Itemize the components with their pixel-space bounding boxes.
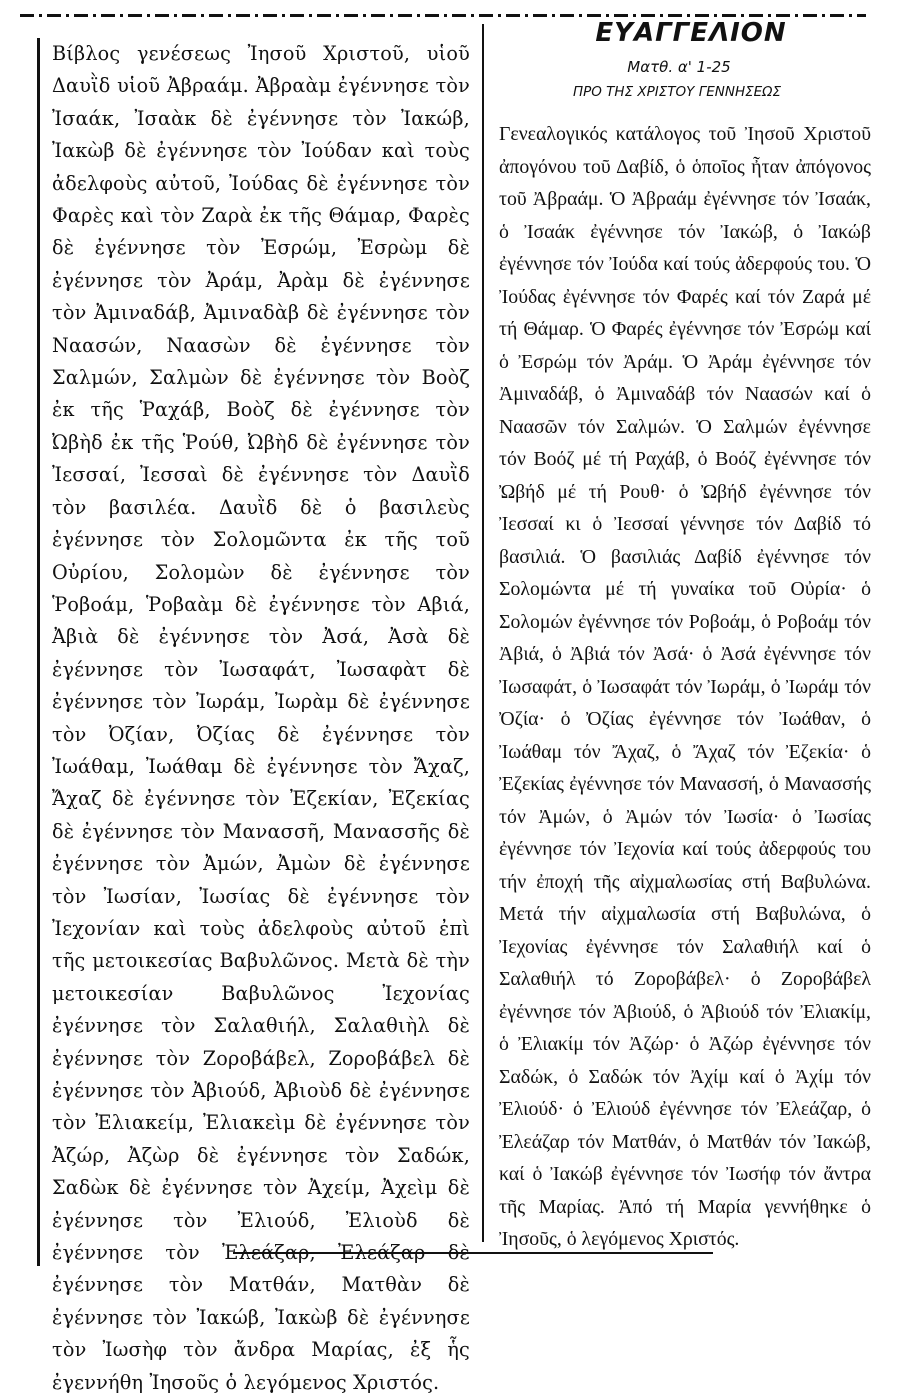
column-divider	[482, 24, 484, 1242]
translation-column	[499, 118, 871, 1256]
left-column-border	[37, 38, 40, 1266]
section-subtitle: ΠΡΟ ΤΗΣ ΧΡΙΣΤΟΥ ΓΕΝΝΗΣΕΩΣ	[572, 84, 782, 100]
original-greek-column	[52, 38, 470, 1399]
scripture-reference: Ματθ. α' 1-25	[627, 58, 731, 76]
page-title: ΕΥΑΓΓΕΛΙΟΝ	[595, 18, 787, 48]
original-text: Βίβλος γενέσεως Ἰησοῦ Χριστοῦ, υἱοῦ Δαυῒδ υἱοῦ Ἀβραάμ. Ἀβραὰμ ἐγέννησε τὸν Ἰσαάκ, Ἰσαὰκ δὲ ἐγέννησε τὸν Ἰακώβ, Ἰακὼβ δὲ ἐγέννησε τὸν Ἰούδαν καὶ τοὺς ἀδελφοὺς αὐτοῦ, Ἰούδας δὲ ἐγέννησε τὸν Φαρὲς καὶ τὸν Ζαρὰ ἐκ τῆς Θάμαρ, Φαρὲς δὲ ἐγέννησε τὸν Ἐσρώμ, Ἐσρὼμ δὲ ἐγέννησε τὸν Ἀράμ, Ἀρὰμ δὲ ἐγέννησε τὸν Ἀμιναδάβ, Ἀμιναδὰβ δὲ ἐγέννησε τὸν Ναασών, Ναασὼν δὲ ἐγέννησε τὸν Σαλμών, Σαλμὼν δὲ ἐγέννησε τὸν Βοὸζ ἐκ τῆς Ῥαχάβ, Βοὸζ δὲ ἐγέννησε τὸν Ὠβὴδ ἐκ τῆς Ῥούθ, Ὠβὴδ δὲ ἐγέννησε τὸν Ἰεσσαί, Ἰεσσαὶ δὲ ἐγέννησε τὸν Δαυῒδ τὸν βασιλέα. Δαυῒδ δὲ ὁ βασιλεὺς ἐγέννησε τὸν Σολομῶντα ἐκ τῆς τοῦ Οὐρίου, Σολομὼν δὲ ἐγέννησε τὸν Ῥοβοάμ, Ῥοβαὰμ δὲ ἐγέννησε τὸν Αβιά, Ἀβιὰ δὲ ἐγέννησε τὸν Ἀσά, Ἀσὰ δὲ ἐγέννησε τὸν Ἰωσαφάτ, Ἰωσαφὰτ δὲ ἐγέννησε τὸν Ἰωράμ, Ἰωρὰμ δὲ ἐγέννησε τὸν Ὀζίαν, Ὀζίας δὲ ἐγέννησε τὸν Ἰωάθαμ, Ἰωάθαμ δὲ ἐγέννησε τὸν Ἄχαζ, Ἄχαζ δὲ ἐγέννησε τὸν Ἐζεκίαν, Ἐζεκίας δὲ ἐγέννησε τὸν Μανασσῆ, Μανασσῆς δὲ ἐγέννησε τὸν Ἀμών, Ἀμὼν δὲ ἐγέννησε τὸν Ἰωσίαν, Ἰωσίας δὲ ἐγέννησε τὸν Ἰεχονίαν καὶ τοὺς ἀδελφοὺς αὐτοῦ ἐπὶ τῆς μετοικεσίας Βαβυλῶνος. Μετὰ δὲ τὴν μετοικεσίαν Βαβυλῶνος Ἰεχονίας ἐγέννησε τὸν Σαλαθιήλ, Σαλαθιὴλ δὲ ἐγέννησε τὸν Ζοροβάβελ, Ζοροβάβελ δὲ ἐγέννησε τὸν Ἀβιούδ, Ἀβιοὺδ δὲ ἐγέννησε τὸν Ἐλιακείμ, Ἐλιακεὶμ δὲ ἐγέννησε τὸν Ἀζώρ, Ἀζὼρ δὲ ἐγέννησε τὸν Σαδώκ, Σαδὼκ δὲ ἐγέννησε τὸν Ἀχείμ, Ἀχεὶμ δὲ ἐγέννησε τὸν Ἐλιούδ, Ἐλιοὺδ δὲ ἐγέννησε τὸν Ἐλεάζαρ, Ἐλεάζαρ δὲ ἐγέννησε τὸν Ματθάν, Ματθὰν δὲ ἐγέννησε τὸν Ἰακώβ, Ἰακὼβ δὲ ἐγέννησε τὸν Ἰωσὴφ τὸν ἄνδρα Μαρίας, ἐξ ἧς ἐγεννήθη Ἰησοῦς ὁ λεγόμενος Χριστός.	[52, 42, 470, 1394]
translation-text: Γενεαλογικός κατάλογος τοῦ Ἰησοῦ Χριστοῦ ἀπογόνου τοῦ Δαβίδ, ὁ ὁποῖος ἦταν ἀπόγονος τοῦ Ἀβραάμ. Ὁ Ἀβραάμ ἐγέννησε τόν Ἰσαάκ, ὁ Ἰσαάκ ἐγέννησε τόν Ἰακώβ, ὁ Ἰακώβ ἐγέννησε τόν Ἰούδα καί τούς ἀδερφούς του. Ὁ Ἰούδας ἐγέννησε τόν Φαρές καί τόν Ζαρά μέ τή Θάμαρ. Ὁ Φαρές ἐγέννησε τόν Ἐσρώμ καί ὁ Ἐσρώμ τόν Ἀράμ. Ὁ Ἀράμ ἐγέννησε τόν Ἀμιναδάβ, ὁ Ἀμιναδάβ τόν Ναασών καί ὁ Ναασῶν τόν Σαλμών. Ὁ Σαλμών ἐγέννησε τόν Βοόζ μέ τή Ραχάβ, ὁ Βοόζ ἐγέννησε τόν Ὠβήδ μέ τή Ρουθ· ὁ Ὠβήδ ἐγέννησε τόν Ἰεσσαί κι ὁ Ἰεσσαί γέννησε τόν Δαβίδ τό βασιλιά. Ὁ βασιλιάς Δαβίδ ἐγέννησε τόν Σολομώντα μέ τή γυναίκα τοῦ Οὐρία· ὁ Σολομών ἐγέννησε τόν Ροβοάμ, ὁ Ροβοάμ τόν Ἀβιά, ὁ Ἀβιά τόν Ἀσά· ὁ Ἀσά ἐγέννησε τόν Ἰωσαφάτ, ὁ Ἰωσαφάτ τόν Ἰωράμ, ὁ Ἰωράμ τόν Ὀζία· ὁ Ὀζίας ἐγέννησε τόν Ἰωάθαν, ὁ Ἰωάθαμ τόν Ἄχαζ, ὁ Ἄχαζ τόν Ἐζεκία· ὁ Ἐζεκίας ἐγέννησε τόν Μανασσή, ὁ Μανασσής τόν Ἀμών, ὁ Ἀμών τόν Ἰωσία· ὁ Ἰωσίας ἐγέννησε τόν Ἰεχονία καί τούς ἀδερφούς του τήν ἐποχή τῆς αἰχμαλωσίας στή Βαβυλώνα. Μετά τήν αἰχμαλωσία στή Βαβυλώνα, ὁ Ἰεχονίας ἐγέννησε τόν Σαλαθιήλ καί ὁ Σαλαθιήλ τό Ζοροβάβελ· ὁ Ζοροβάβελ ἐγέννησε τόν Ἀβιούδ, ὁ Ἀβιούδ τόν Ἐλιακίμ, ὁ Ἐλιακίμ τόν Ἀζώρ· ὁ Ἀζώρ ἐγέννησε τόν Σαδώκ, ὁ Σαδώκ τόν Ἀχίμ καί ὁ Ἀχίμ τόν Ἐλιούδ· ὁ Ἐλιούδ ἐγέννησε τόν Ἐλεάζαρ, ὁ Ἐλεάζαρ τόν Ματθάν, ὁ Ματθάν τόν Ἰακώβ, καί ὁ Ἰακώβ ἐγέννησε τόν Ἰωσήφ τόν ἄντρα τῆς Μαρίας. Ἀπό τή Μαρία γεννήθηκε ὁ Ἰησοῦς, ὁ λεγόμενος Χριστός.	[499, 123, 871, 1250]
gospel-header	[496, 16, 896, 102]
